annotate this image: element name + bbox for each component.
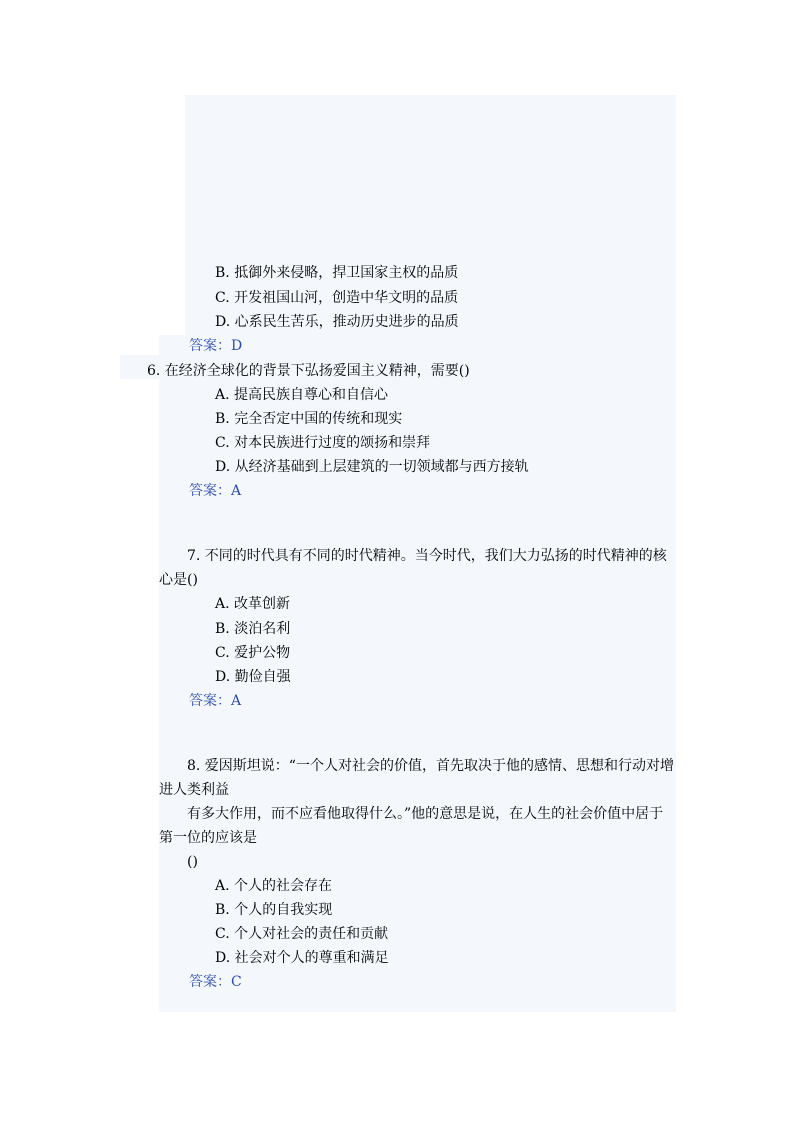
q5-option-b: B. 抵御外来侵略，捍卫国家主权的品质	[215, 265, 459, 281]
q5-option-c: C. 开发祖国山河，创造中华文明的品质	[215, 290, 459, 306]
q8-option-a: A. 个人的社会存在	[215, 878, 333, 894]
q7-stem-line-1: 7. 不同的时代具有不同的时代精神。当今时代，我们大力弘扬的时代精神的核	[187, 548, 667, 564]
q6-answer: 答案：A	[189, 483, 242, 499]
q7-answer: 答案：A	[189, 693, 242, 709]
q8-option-d: D. 社会对个人的尊重和满足	[215, 950, 389, 966]
q6-stem: 6. 在经济全球化的背景下弘扬爱国主义精神，需要()	[147, 363, 470, 379]
q8-stem-line-5: ()	[187, 854, 198, 870]
q7-option-b: B. 淡泊名利	[215, 621, 291, 637]
q6-option-d: D. 从经济基础到上层建筑的一切领域都与西方接轨	[215, 459, 529, 475]
q5-answer: 答案：D	[189, 338, 243, 354]
q5-option-d: D. 心系民生苦乐，推动历史进步的品质	[215, 314, 459, 330]
q7-option-c: C. 爱护公物	[215, 645, 291, 661]
q8-stem-line-1: 8. 爱因斯坦说：“一个人对社会的价值，首先取决于他的感情、思想和行动对增	[187, 758, 674, 774]
q8-stem-line-4: 第一位的应该是	[159, 830, 257, 846]
q7-option-a: A. 改革创新	[215, 596, 291, 612]
q8-answer: 答案：C	[189, 974, 242, 990]
q8-stem-line-2: 进人类利益	[159, 782, 229, 798]
q8-option-b: B. 个人的自我实现	[215, 902, 333, 918]
q6-option-b: B. 完全否定中国的传统和现实	[215, 411, 403, 427]
q6-option-c: C. 对本民族进行过度的颂扬和崇拜	[215, 435, 431, 451]
q7-option-d: D. 勤俭自强	[215, 669, 291, 685]
q8-stem-line-3: 有多大作用，而不应看他取得什么。”他的意思是说，在人生的社会价值中居于	[187, 806, 664, 822]
q6-option-a: A. 提高民族自尊心和自信心	[215, 387, 389, 403]
q7-stem-line-2: 心是()	[159, 572, 198, 588]
q8-option-c: C. 个人对社会的责任和贡献	[215, 926, 389, 942]
